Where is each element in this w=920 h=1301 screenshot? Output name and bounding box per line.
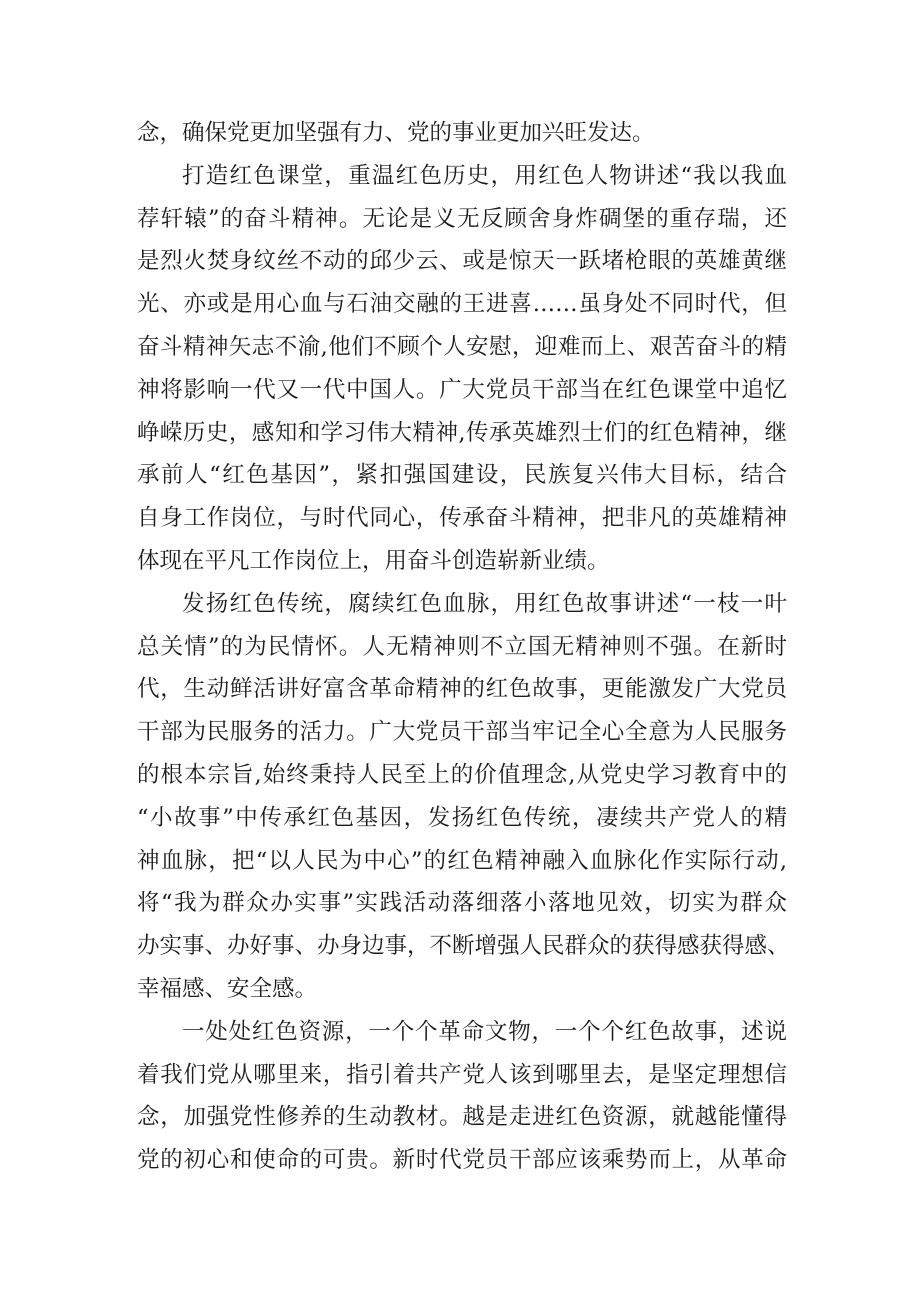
text-line: 自身工作岗位，与时代同心，传承奋斗精神，把非凡的英雄精神: [137, 505, 787, 532]
text-line: 着我们党从哪里来，指引着共产党人该到哪里去，是坚定理想信: [137, 1061, 787, 1088]
text-line: 承前人“红色基因”，紧扣强国建设，民族复兴伟大目标，结合: [137, 462, 787, 489]
text-line: 光、亦或是用心血与石油交融的王进喜……虽身处不同时代，但: [137, 291, 787, 318]
text-line: 峥嵘历史，感知和学习伟大精神,传承英雄烈士们的红色精神，继: [137, 419, 787, 446]
text-line: 将“我为群众办实事”实践活动落细落小落地见效，切实为群众: [137, 890, 787, 917]
text-line: 的根本宗旨,始终秉持人民至上的价值理念,从党史学习教育中的: [137, 761, 787, 788]
text-line: 荐轩辕”的奋斗精神。无论是义无反顾舍身炸碉堡的重存瑞，还: [137, 205, 787, 232]
document-body: [137, 112, 790, 1182]
text-line: 念，确保党更加坚强有力、党的事业更加兴旺发达。: [137, 120, 655, 146]
text-line: 体现在平凡工作岗位上，用奋斗创造崭新业绩。: [137, 547, 610, 574]
text-line: 一处处红色资源，一个个革命文物，一个个红色故事，述说: [182, 1018, 787, 1045]
text-line: 总关情”的为民情怀。人无精神则不立国无精神则不强。在新时: [137, 633, 787, 660]
text-line: “小故事”中传承红色基因，发扬红色传统，凄续共产党人的精: [137, 804, 787, 831]
text-line: 打造红色课堂，重温红色历史，用红色人物讲述“我以我血: [182, 162, 787, 189]
text-line: 幸福感、安全感。: [137, 975, 318, 1002]
text-line: 是烈火焚身纹丝不动的邱少云、或是惊天一跃堵枪眼的英雄黄继: [137, 248, 787, 275]
text-line: 奋斗精神矢志不渝,他们不顾个人安慰，迎难而上、艰苦奋斗的精: [137, 333, 787, 360]
text-line: 干部为民服务的活力。广大党员干部当牢记全心全意为人民服务: [137, 719, 787, 746]
text-line: 神将影响一代又一代中国人。广大党员干部当在红色课堂中追忆: [137, 376, 787, 403]
text-line: 念，加强党性修养的生动教材。越是走进红色资源，就越能懂得: [137, 1104, 787, 1131]
paragraph-0: [137, 112, 787, 155]
paragraph-1: [137, 155, 787, 583]
paragraph-2: [137, 583, 790, 1011]
text-line: 办实事、办好事、办身边事，不断增强人民群众的获得感获得感、: [137, 933, 790, 960]
text-line: 神血脉，把“以人民为中心”的红色精神融入血脉化作实际行动,: [137, 847, 787, 874]
paragraph-3: [137, 1011, 787, 1182]
text-line: 代，生动鲜活讲好富含革命精神的红色故事，更能激发广大党员: [137, 676, 787, 703]
text-line: 发扬红色传统，腐续红色血脉，用红色故事讲述“一枝一叶: [182, 590, 787, 617]
text-line: 党的初心和使命的可贵。新时代党员干部应该乘势而上，从革命: [137, 1147, 787, 1174]
